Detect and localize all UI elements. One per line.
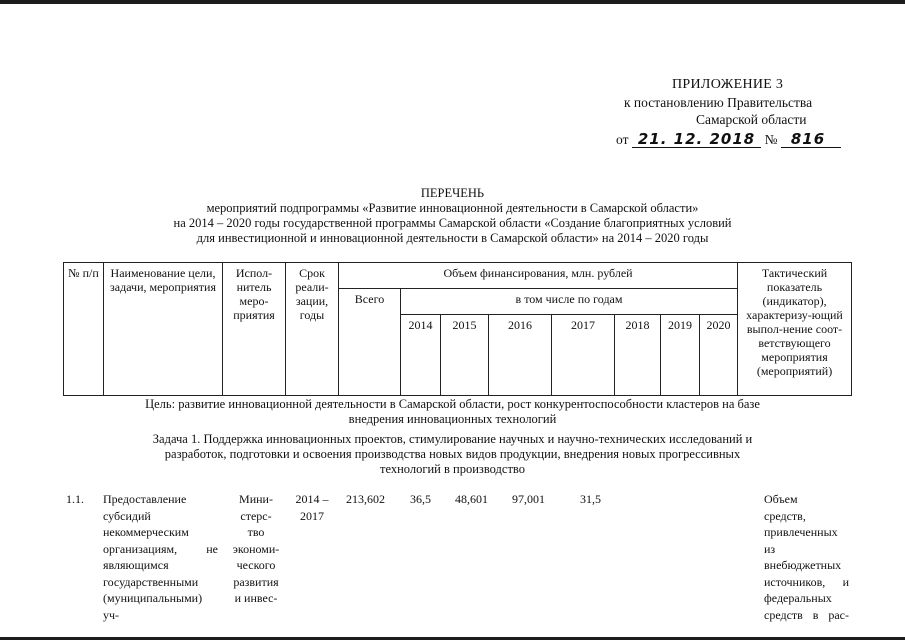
number-prefix: №	[764, 132, 778, 147]
col-header-by-years: в том числе по годам	[401, 289, 738, 315]
col-header-indicator: Тактический показатель (индикатор), характеризу-ющий выпол-нение соот-ветствующего мероприятия (мероприятий)	[738, 263, 852, 396]
col-header-year: 2017	[552, 315, 615, 396]
row-term: 2014 – 2017	[295, 492, 329, 523]
col-header-year: 2019	[661, 315, 700, 396]
row-indicator: Объем средств, привлеченных из внебюджетных источников, и федеральных средств в рас-	[764, 492, 849, 622]
col-header-year: 2020	[700, 315, 738, 396]
appendix-region-line: Самарской области	[696, 112, 807, 127]
col-header-funding: Объем финансирования, млн. рублей	[339, 263, 738, 289]
scan-edge-top	[0, 0, 905, 4]
measures-table-header	[63, 262, 852, 396]
task-line: разработок, подготовки и освоения производства новых видов продукции, внедрения новых прогрессивных	[164, 447, 741, 461]
row-year-2015: 48,601	[455, 492, 488, 506]
row-executor: Мини- стерс- тво экономи- ческого развития и инвес-	[232, 492, 280, 605]
col-header-year: 2016	[489, 315, 552, 396]
heading-line: для инвестиционной и инновационной деятельности в Самарской области» на 2014 – 2020 годы	[196, 231, 709, 245]
row-year-2014: 36,5	[410, 492, 431, 506]
heading-line: на 2014 – 2020 годы государственной программы Самарской области «Создание благоприятных условий	[173, 216, 732, 230]
document-heading	[0, 186, 905, 246]
col-header-number: № п/п	[64, 263, 104, 396]
appendix-date-number-line	[616, 131, 841, 148]
row-number: 1.1.	[66, 492, 84, 506]
goal-line: Цель: развитие инновационной деятельности в Самарской области, рост конкурентоспособности кластеров на базе	[145, 397, 760, 411]
col-header-executor: Испол-нитель меро-приятия	[223, 263, 286, 396]
row-total: 213,602	[346, 492, 385, 506]
task-statement	[0, 432, 905, 477]
heading-line: мероприятий подпрограммы «Развитие инновационной деятельности в Самарской области»	[206, 201, 699, 215]
handwritten-number: 816	[781, 132, 841, 148]
col-header-term: Срок реали-зации, годы	[286, 263, 339, 396]
row-year-2017: 31,5	[580, 492, 601, 506]
col-header-year: 2014	[401, 315, 441, 396]
task-line: Задача 1. Поддержка инновационных проектов, стимулирование научных и научно-технических исследований и	[152, 432, 753, 446]
goal-statement	[0, 397, 905, 427]
row-year-2016: 97,001	[512, 492, 545, 506]
col-header-total: Всего	[339, 289, 401, 396]
col-header-year: 2015	[441, 315, 489, 396]
appendix-title: ПРИЛОЖЕНИЕ 3	[672, 77, 784, 92]
handwritten-date: 21. 12. 2018	[632, 132, 761, 148]
row-name: Предоставление субсидий некоммерческим организациям, не являющимся государственными (муниципальными) уч-	[103, 492, 218, 622]
col-header-name: Наименование цели, задачи, мероприятия	[104, 263, 223, 396]
task-line: технологий в производство	[380, 462, 525, 476]
col-header-year: 2018	[615, 315, 661, 396]
date-prefix: от	[616, 132, 629, 147]
goal-line: внедрения инновационных технологий	[348, 412, 557, 426]
appendix-resolution-line: к постановлению Правительства	[624, 95, 813, 110]
heading-title: ПЕРЕЧЕНЬ	[420, 186, 485, 200]
